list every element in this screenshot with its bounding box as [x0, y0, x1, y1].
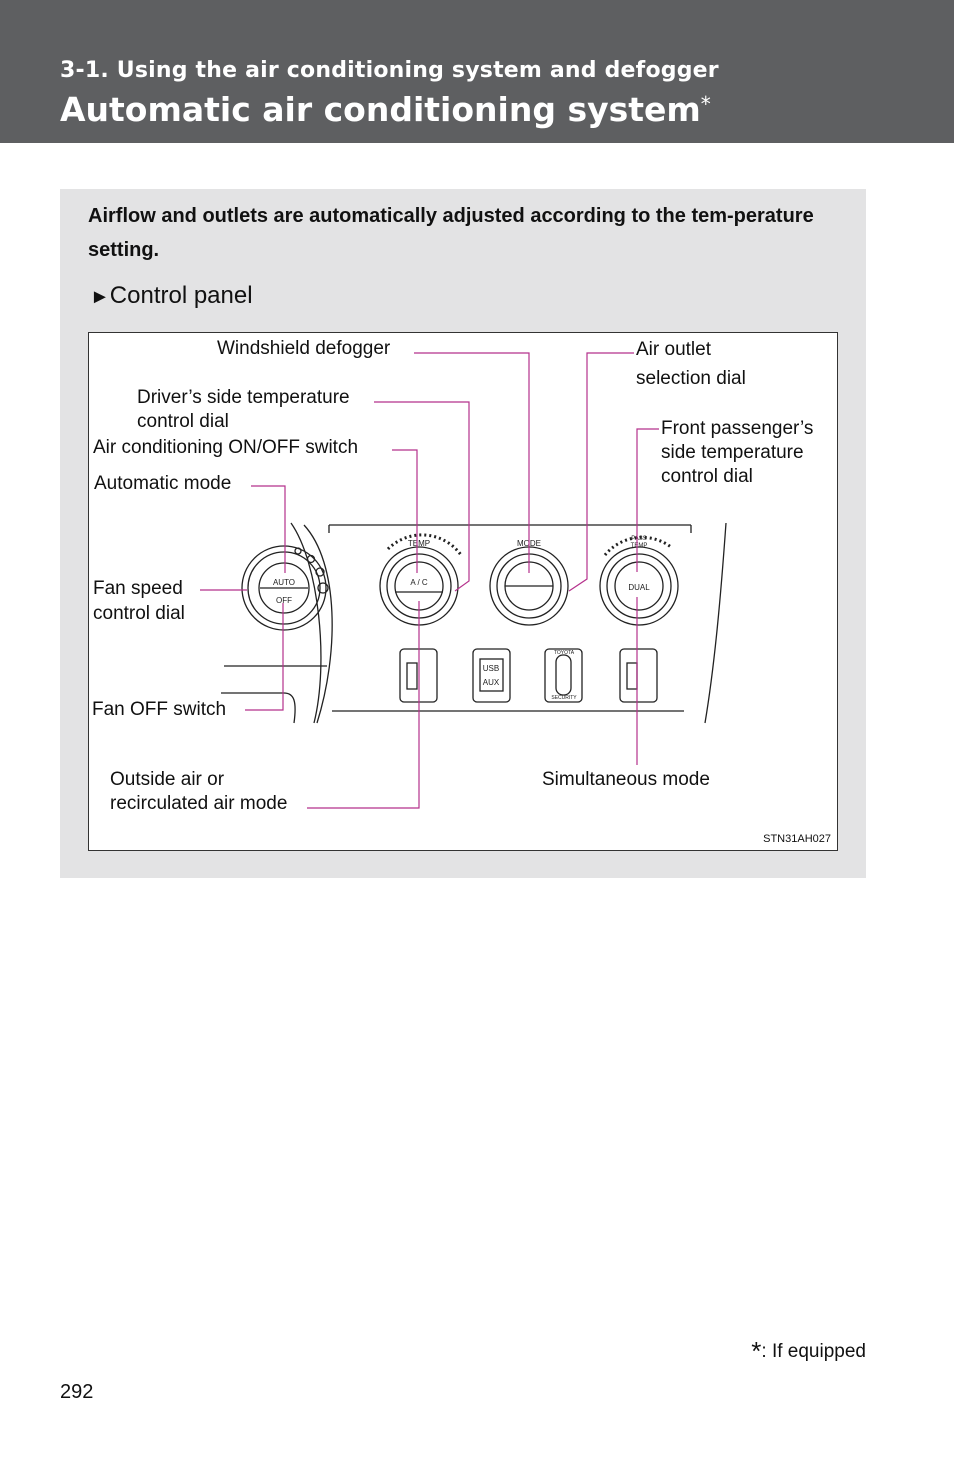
section-title: 3-1. Using the air conditioning system and defogger — [60, 58, 719, 83]
control-panel-heading-text: Control panel — [109, 282, 253, 309]
page-title — [60, 90, 711, 129]
driver-temp-label-line1: Driver’s side temperature — [137, 387, 350, 408]
leader-lines — [200, 353, 659, 808]
dual-button-label: DUAL — [628, 583, 650, 592]
outside-air-leader — [307, 601, 419, 808]
if-equipped-mark: * — [700, 92, 711, 116]
temp-label: TEMP — [407, 539, 431, 548]
control-panel-heading — [90, 282, 253, 310]
mode-label: MODE — [517, 539, 541, 548]
left-trim-curve — [304, 525, 332, 723]
fan-off-label: Fan OFF switch — [92, 699, 227, 720]
fan-off-leader — [245, 603, 283, 710]
usb-label: USB — [482, 664, 500, 673]
aux-label: AUX — [482, 678, 500, 687]
air-outlet-label-line2: selection dial — [636, 368, 746, 389]
off-button-label: OFF — [276, 596, 292, 605]
passenger-temp-label-line3: control dial — [661, 466, 753, 487]
control-panel-figure — [88, 332, 838, 851]
windshield-defogger-label: Windshield defogger — [217, 338, 391, 359]
driver-temp-label-line2: control dial — [137, 411, 229, 432]
passenger-temp-label-line2: side temperature — [661, 442, 804, 463]
right-seat-heater-switch — [620, 649, 657, 702]
footnote — [751, 1336, 866, 1367]
auto-button-label: AUTO — [272, 578, 296, 587]
left-vent-frame — [221, 666, 327, 723]
air-outlet-leader — [569, 353, 634, 591]
panel-right-edge — [705, 523, 726, 723]
security-label: SECURITY — [551, 695, 577, 701]
outside-air-label-line2: recirculated air mode — [110, 793, 288, 814]
passenger-temp-label: TEMP — [630, 543, 648, 549]
passenger-temp-label-line1: Front passenger’s — [661, 418, 814, 439]
air-outlet-label-line1: Air outlet — [636, 339, 711, 360]
windshield-defogger-leader — [414, 353, 529, 573]
simultaneous-mode-label: Simultaneous mode — [542, 769, 710, 790]
outside-air-label-line1: Outside air or — [110, 769, 225, 790]
toyota-label: TOYOTA — [553, 650, 575, 656]
footnote-text: : If equipped — [761, 1341, 866, 1362]
page-number: 292 — [60, 1381, 94, 1403]
fan-speed-label-line2: control dial — [93, 603, 185, 624]
ac-switch-label: Air conditioning ON/OFF switch — [93, 437, 359, 458]
pass-label: PASS — [631, 536, 647, 542]
footnote-mark: * — [751, 1336, 762, 1366]
fan-speed-label-line1: Fan speed — [93, 578, 183, 599]
figure-code: STN31AH027 — [763, 833, 831, 845]
ac-button-label: A / C — [410, 578, 428, 587]
automatic-mode-leader — [251, 486, 285, 573]
page-header — [0, 0, 954, 143]
page-title-text: Automatic air conditioning system — [60, 90, 701, 129]
intro-text: Airflow and outlets are automatically adjusted according to the tem-perature setting. — [88, 205, 814, 261]
usb-aux-port — [473, 649, 510, 702]
automatic-mode-label: Automatic mode — [94, 473, 232, 494]
triangle-marker-icon: ► — [90, 286, 110, 308]
